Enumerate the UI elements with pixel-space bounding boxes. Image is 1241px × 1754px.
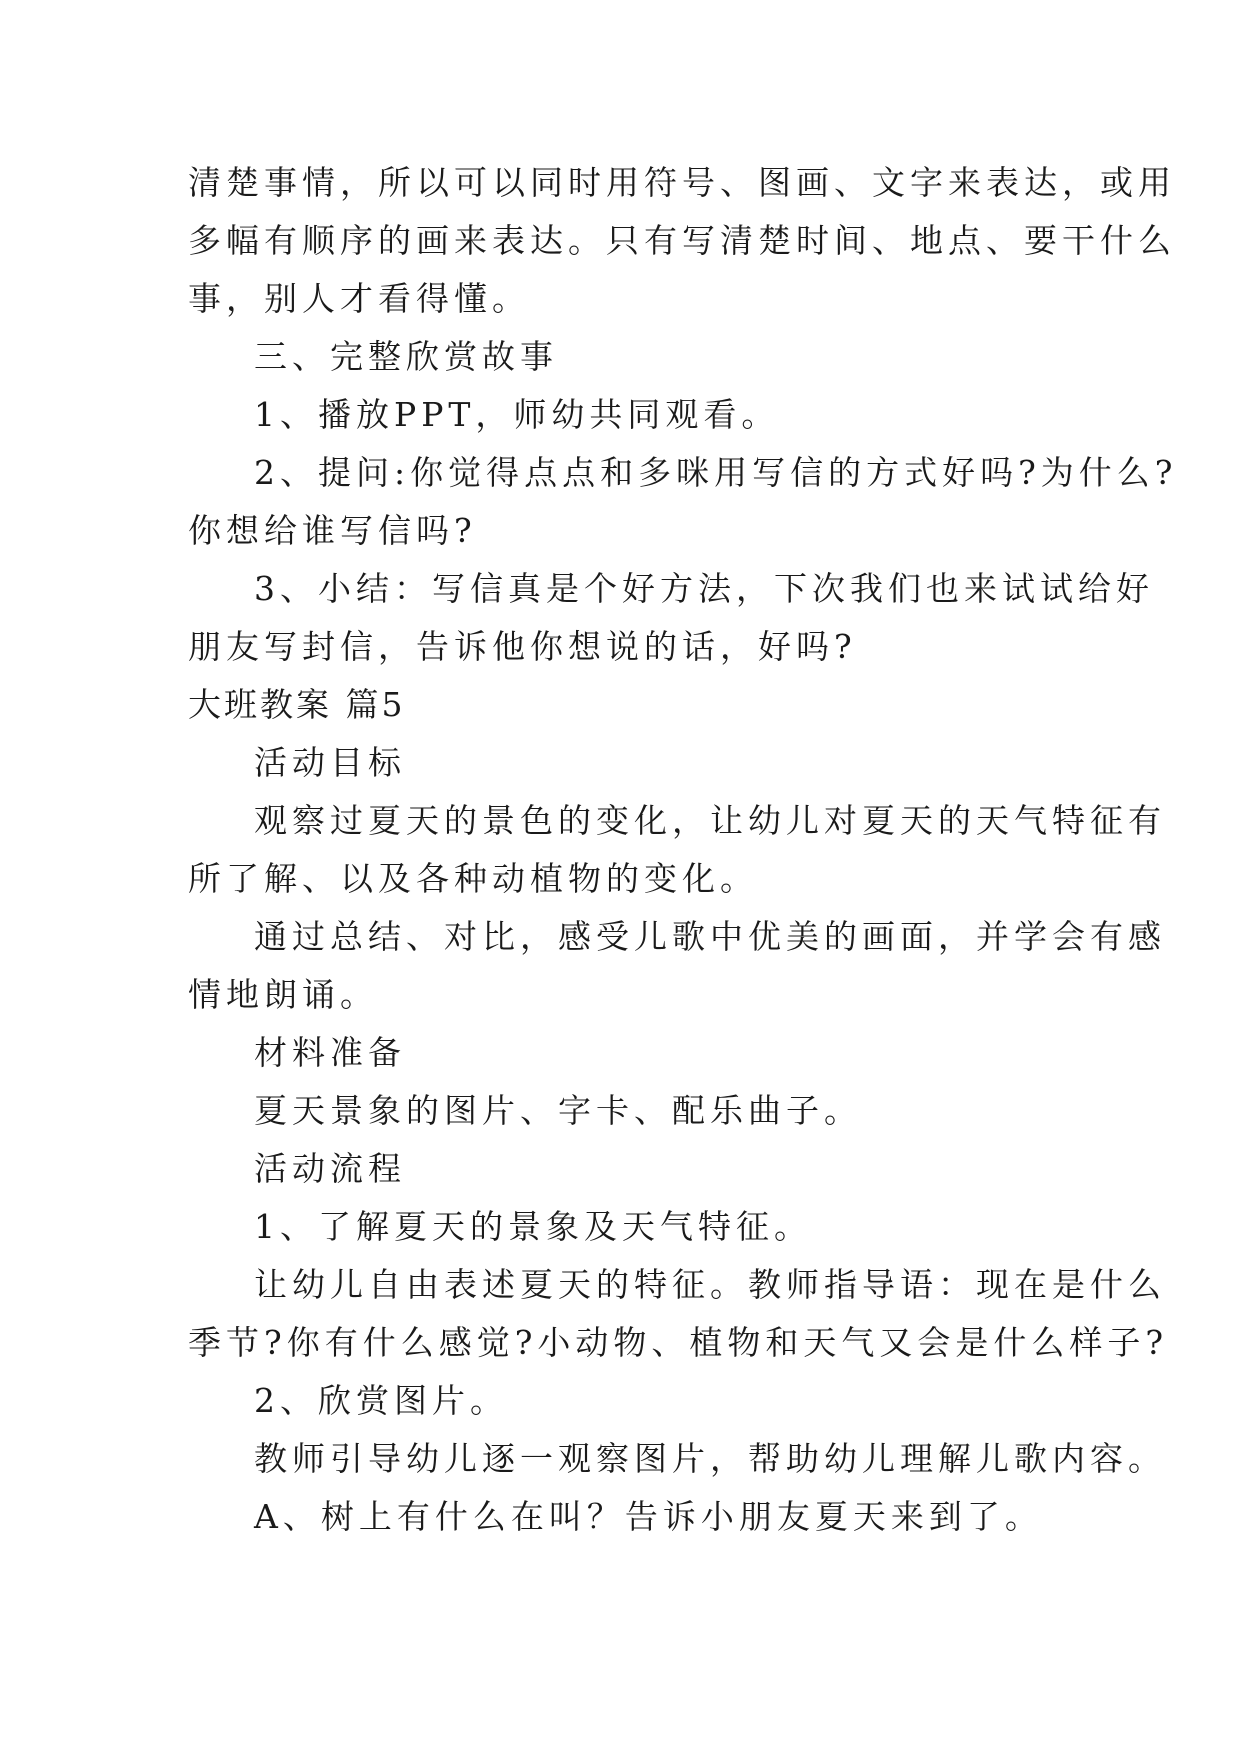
section-heading: 活动目标: [254, 743, 406, 782]
text-line: 多幅有顺序的画来表达。只有写清楚时间、地点、要干什么: [188, 221, 1176, 260]
text-line: 你想给谁写信吗?: [188, 511, 477, 550]
text-line: 1、了解夏天的景象及天气特征。: [254, 1207, 812, 1246]
text-line: 3、小结：写信真是个好方法，下次我们也来试试给好: [254, 569, 1154, 608]
text-line: 夏天景象的图片、字卡、配乐曲子。: [254, 1091, 862, 1130]
text-line: 朋友写封信，告诉他你想说的话，好吗?: [188, 627, 857, 666]
text-line: 事，别人才看得懂。: [188, 279, 530, 318]
section-heading: 三、完整欣赏故事: [254, 337, 558, 376]
text-line: 1、播放PPT，师幼共同观看。: [254, 395, 780, 434]
text-line: 观察过夏天的景色的变化，让幼儿对夏天的天气特征有: [254, 801, 1166, 840]
lesson-title: 大班教案 篇5: [188, 685, 406, 724]
text-line: 清楚事情，所以可以同时用符号、图画、文字来表达，或用: [188, 163, 1176, 202]
text-line: 让幼儿自由表述夏天的特征。教师指导语：现在是什么: [254, 1265, 1166, 1304]
text-line: 通过总结、对比，感受儿歌中优美的画面，并学会有感: [254, 917, 1166, 956]
text-line: A、树上有什么在叫？告诉小朋友夏天来到了。: [254, 1497, 1043, 1536]
text-line: 教师引导幼儿逐一观察图片，帮助幼儿理解儿歌内容。: [254, 1439, 1166, 1478]
text-line: 2、提问:你觉得点点和多咪用写信的方式好吗?为什么?: [254, 453, 1178, 492]
section-heading: 材料准备: [254, 1033, 406, 1072]
text-line: 情地朗诵。: [188, 975, 378, 1014]
section-heading: 活动流程: [254, 1149, 406, 1188]
text-line: 所了解、以及各种动植物的变化。: [188, 859, 758, 898]
text-line: 2、欣赏图片。: [254, 1381, 508, 1420]
text-line: 季节?你有什么感觉?小动物、植物和天气又会是什么样子?: [188, 1323, 1169, 1362]
